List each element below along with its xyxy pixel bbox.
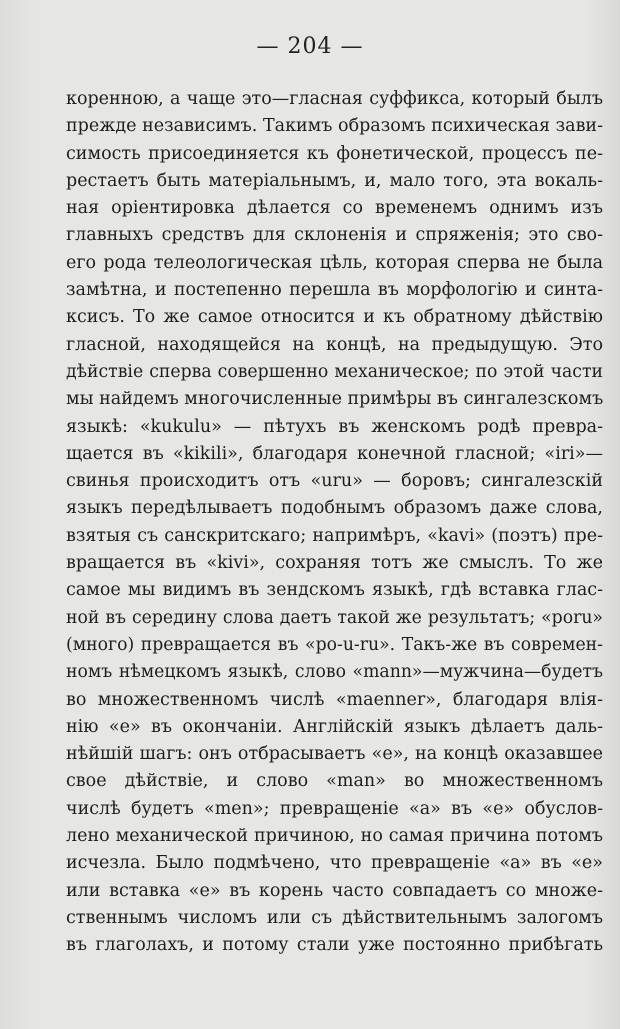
text-line: щается въ «kikili», благодаря конечной гласной; «iri»— [66,443,603,464]
text-line: во множественномъ числѣ «maenner», благодаря влія- [66,689,603,710]
text-line: или вставка «e» въ корень часто совпадаетъ со множе- [66,880,603,901]
text-line: ственнымъ числомъ или съ дѣйствительнымъ залогомъ [66,907,603,928]
text-line: ной въ середину слова даетъ такой же результатъ; «poru» [66,607,603,628]
text-line: нію «e» въ окончаніи. Англійскій языкъ дѣлаетъ даль- [66,716,603,737]
text-line: его рода телеологическая цѣль, которая сперва не была [66,252,603,273]
text-line: рестаетъ быть матеріальнымъ, и, мало того, эта вокаль- [66,170,603,191]
text-line: вращается въ «kivi», сохраняя тотъ же смыслъ. То же [66,553,603,574]
text-line: самое мы видимъ въ зендскомъ языкѣ, гдѣ вставка глас- [66,580,603,601]
text-line: (много) превращается въ «po-u-ru». Такъ-же въ современ- [66,634,603,655]
text-line: языкъ передѣлываетъ подобнымъ образомъ даже слова, [66,498,603,519]
text-line: главныхъ средствъ для склоненія и спряженія; это сво- [66,225,603,246]
text-line: гласной, находящейся на концѣ, на предыдущую. Это [66,334,603,355]
text-line: свое дѣйствіе, и слово «man» во множественномъ [66,771,603,792]
text-line: мы найдемъ многочисленные примѣры въ сингалезскомъ [66,389,603,410]
text-line: лено механической причиною, но самая причина потомъ [66,826,603,847]
text-line: номъ нѣмецкомъ языкѣ, слово «mann»—мужчина—будетъ [66,662,603,683]
text-line: исчезла. Было подмѣчено, что превращеніе «a» въ «e» [66,853,603,874]
text-line: дѣйствіе сперва совершенно механическое; по этой части [66,361,603,382]
text-line: ная оріентировка дѣлается со временемъ однимъ изъ [66,198,603,219]
text-line: прежде независимъ. Такимъ образомъ психическая зави- [66,116,603,137]
text-line: нѣйшій шагъ: онъ отбрасываетъ «e», на концѣ оказавшее [66,744,603,765]
text-line: ксисъ. То же самое относится и къ обратному дѣйствію [66,307,603,328]
text-line: въ глаголахъ, и потому стали уже постоянно прибѣгать [66,935,603,956]
page-number: — 204 — [256,34,364,59]
text-line: языкѣ: «kukulu» — пѣтухъ въ женскомъ родѣ превра- [66,416,603,437]
text-line: взятыя съ санскритскаго; напримѣръ, «kavi» (поэтъ) пре- [66,525,603,546]
text-line: симость присоединяется къ фонетической, процессъ пе- [66,143,603,164]
text-line: коренною, а чаще это—гласная суффикса, который былъ [66,89,603,109]
text-line: числѣ будетъ «men»; превращеніе «a» въ «e» обуслов- [66,798,603,819]
text-line: замѣтна, и постепенно перешла въ морфологію и синта- [66,280,603,301]
body-text [66,86,603,960]
text-line: свинья происходитъ отъ «uru» — боровъ; сингалезскій [66,471,603,492]
